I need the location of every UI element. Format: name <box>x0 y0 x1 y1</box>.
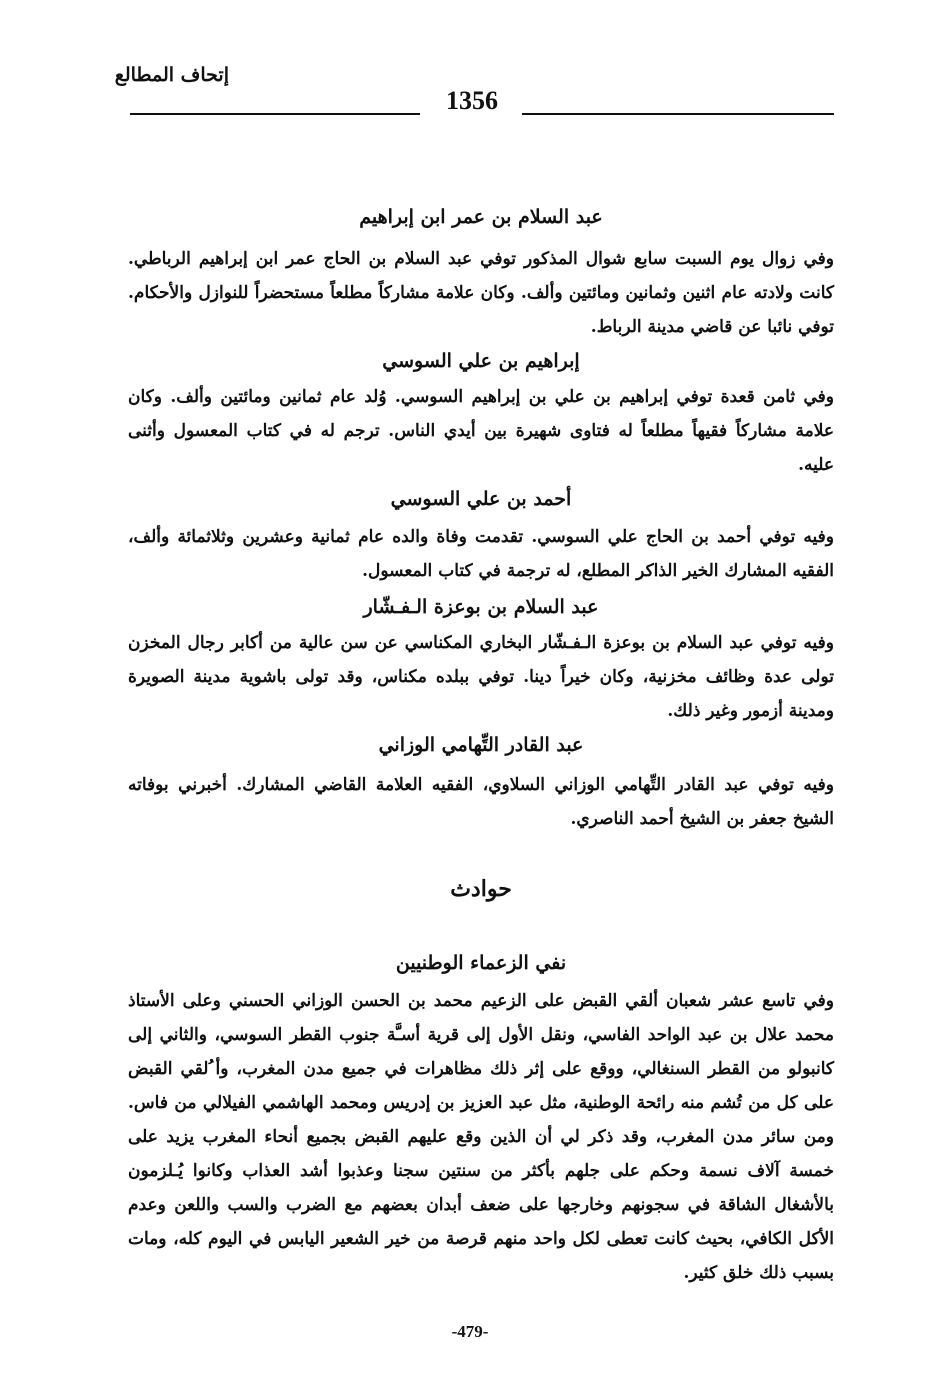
event-heading: نفي الزعماء الوطنيين <box>395 952 567 974</box>
entry-paragraph: وفيه توفي عبد القادر التِّهامي الوزاني السلاوي، الفقيه العلامة القاضي المشارك. أخبرني بوفاته الشيخ جعفر بن الشيخ أحمد الناصري. <box>128 775 834 829</box>
entry-heading: إبراهيم بن علي السوسي <box>382 350 580 372</box>
entry-body <box>128 242 834 344</box>
entry-body <box>128 626 834 728</box>
entry-heading: عبد السلام بن بوعزة الـفـشّار <box>363 596 599 618</box>
entry-heading: عبد السلام بن عمر ابن إبراهيم <box>359 206 603 228</box>
entry-paragraph: وفيه توفي أحمد بن الحاج علي السوسي. تقدمت وفاة والده عام ثمانية وعشرين وثلاثمائة وألف، الفقيه المشارك الخير الذاكر المطلع، له ترجمة في كتاب المعسول. <box>128 527 834 581</box>
running-title: إتحاف المطالع <box>114 64 229 86</box>
event-paragraph: وفي تاسع عشر شعبان ألقي القبض على الزعيم محمد بن الحسن الوزاني الحسني وعلى الأستاذ محمد علال بن عبد الواحد الفاسي، ونقل الأول إلى قرية أسـَّة جنوب القطر السوسي، والثاني إلى كانبولو من القطر السنغالي، ووقع على إثر ذلك مظاهرات في جميع مدن المغرب، وأ ُلقي القبض على كل من تُشم منه رائحة الوطنية، مثل عبد العزيز بن إدريس ومحمد الهاشمي الفيلالي من فاس. ومن سائر مدن المغرب، وقد ذكر لي أن الذين وقع عليهم القبض بجميع أنحاء المغرب يزيد على خمسة آلاف نسمة وحكم على جلهم بأكثر من سنتين سجنا وعذبوا أشد العذاب وكانوا يُـلزمون بالأشغال الشاقة في سجونهم وخارجها على ضعف أبدان بعضهم مع الضرب والسب واللعن وعدم الأكل الكافي، بحيث كانت تعطى لكل واحد منهم قرصة من خير الشعير اليابس في اليوم كله، ومات بسبب ذلك خلق كثير. <box>128 991 834 1283</box>
entry-body <box>128 768 834 836</box>
entry-heading: أحمد بن علي السوسي <box>390 488 572 510</box>
entry-heading: عبد القادر التِّهامي الوزاني <box>378 734 584 756</box>
page-number-bottom: -479- <box>451 1322 489 1341</box>
header-rule-left <box>130 113 420 115</box>
page-number-top: 1356 <box>446 86 498 115</box>
entry-body <box>128 520 834 588</box>
entry-body <box>128 380 834 482</box>
entry-paragraph: وفيه توفي عبد السلام بن بوعزة الـفـشّار البخاري المكناسي عن سن عالية من أكابر رجال المخزن تولى عدة وظائف مخزنية، وكان خيراً دينا. توفي ببلده مكناس، وقد تولى باشوية مدينة الصويرة ومدينة أزمور وغير ذلك. <box>128 633 834 721</box>
header-rule-right <box>522 113 834 115</box>
entry-paragraph: وفي زوال يوم السبت سابع شوال المذكور توفي عبد السلام بن الحاج عمر ابن إبراهيم الرباطي. كانت ولادته عام اثنين وثمانين ومائتين وألف. وكان علامة مشاركاً مطلعاً مستحضراً للنوازل والأحكام. توفي نائبا عن قاضي مدينة الرباط. <box>128 249 834 337</box>
entry-paragraph: وفي ثامن قعدة توفي إبراهيم بن علي بن إبراهيم السوسي. وُلد عام ثمانين ومائتين وألف. وكان علامة مشاركاً فقيهاً مطلعاً له فتاوى شهيرة بين أيدي الناس. ترجم له في كتاب المعسول وأثنى عليه. <box>128 387 834 475</box>
section-title: حوادث <box>450 876 512 902</box>
event-body <box>128 984 834 1290</box>
